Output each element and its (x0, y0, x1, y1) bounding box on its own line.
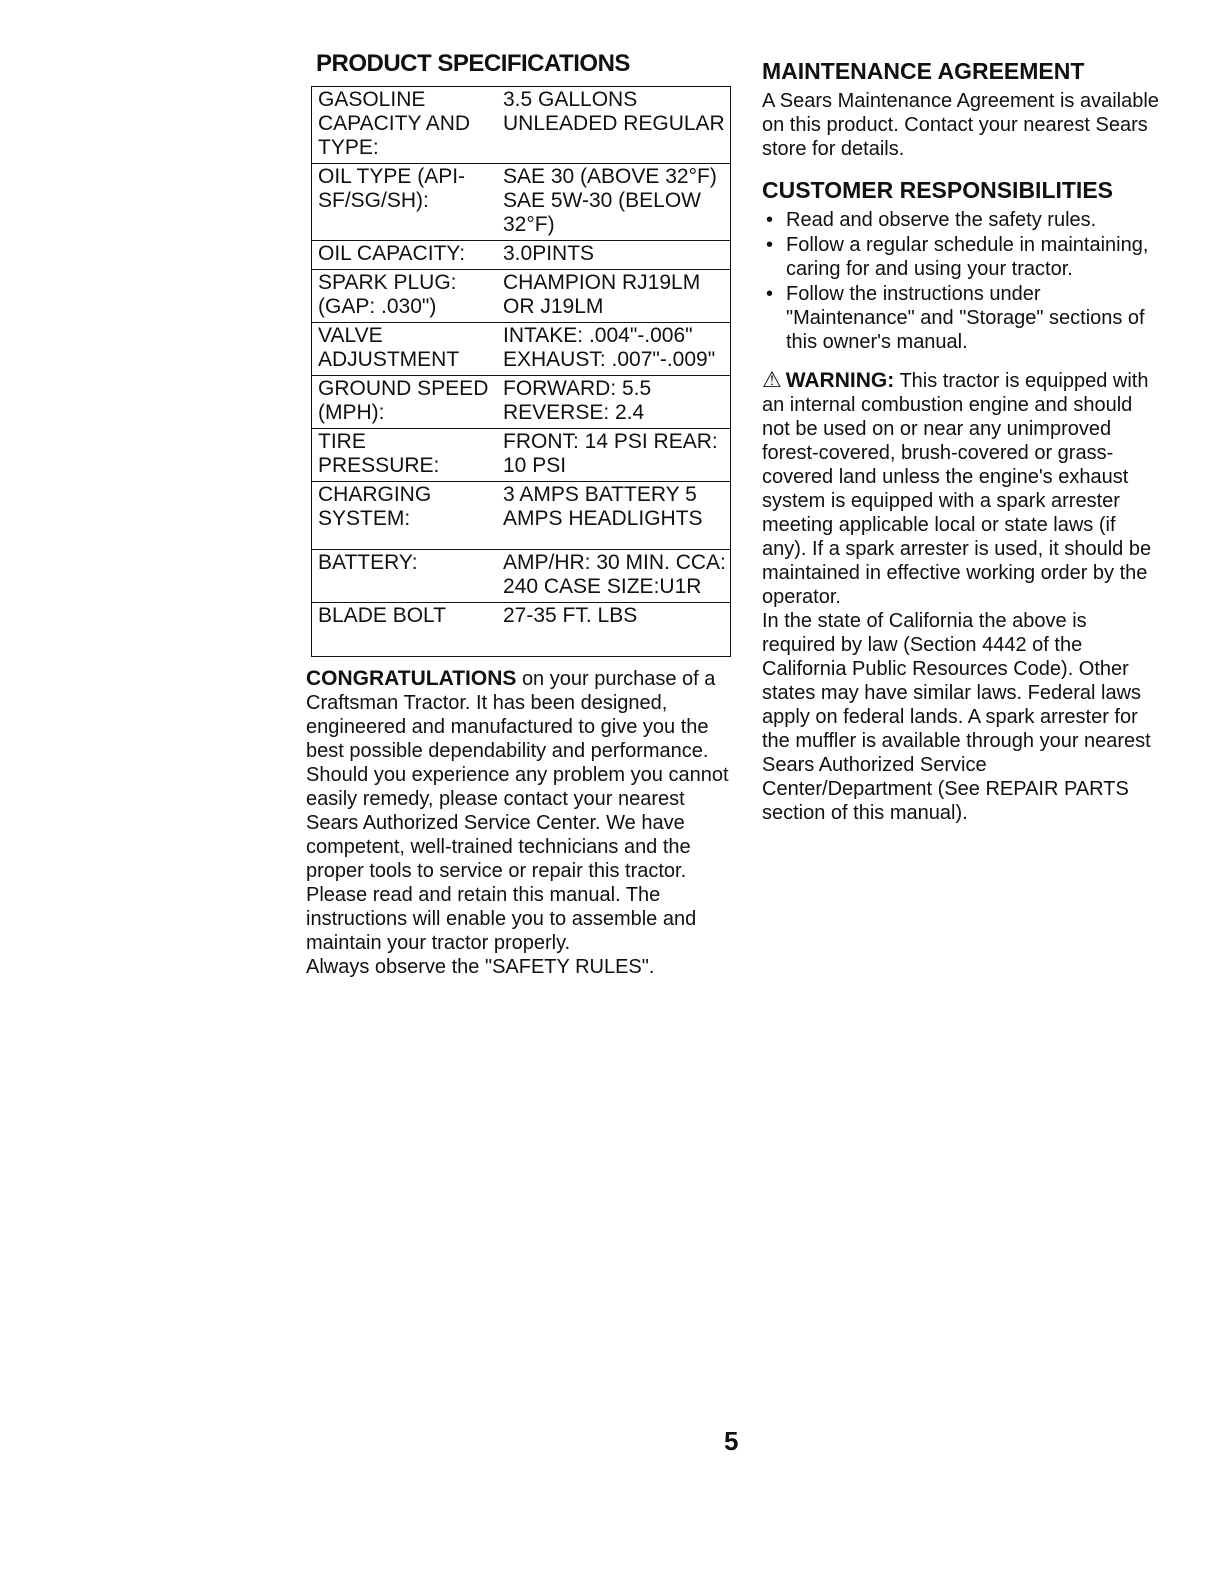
spec-row (312, 482, 731, 550)
page-number: 5 (724, 1426, 739, 1456)
spec-label: TIRE PRESSURE: (318, 430, 440, 477)
spec-value: 3.0PINTS (503, 242, 595, 265)
spec-value: 3 AMPS BATTERY 5 AMPS HEADLIGHTS (503, 483, 703, 530)
spec-value: 3.5 GALLONS UNLEADED REGULAR (503, 88, 725, 135)
spec-label: VALVE ADJUSTMENT (318, 324, 460, 371)
safety-rules-paragraph: Always observe the "SAFETY RULES". (306, 956, 655, 978)
spec-label: GROUND SPEED (MPH): (318, 377, 489, 424)
california-paragraph: In the state of California the above is required by law (Section 4442 of the California Public Resources Code). Other states may have similar laws. Federal laws apply on federal lands. A spark arrester for the muffler is available through your nearest Sears Authorized Service Center/Department (See REPAIR PARTS section of this manual). (762, 610, 1151, 824)
spec-row (312, 323, 731, 376)
spec-value: SAE 30 (ABOVE 32°F) SAE 5W-30 (BELOW 32°F) (503, 165, 717, 236)
maintenance-agreement-text: A Sears Maintenance Agreement is available on this product. Contact your nearest Sears store for details. (762, 90, 1159, 160)
spec-value: 27-35 FT. LBS (503, 604, 638, 627)
warning-paragraph (762, 368, 1162, 609)
left-column (306, 50, 736, 979)
spec-row (312, 270, 731, 323)
spec-value: CHAMPION RJ19LM OR J19LM (503, 271, 701, 318)
congrats-rest: on your purchase of a Craftsman Tractor. It has been designed, engineered and manufactured to give you the best possible dependability and performance. (306, 668, 716, 762)
customer-responsibilities-title: CUSTOMER RESPONSIBILITIES (762, 177, 1114, 203)
list-item: • Read and observe the safety rules. (762, 208, 1162, 232)
warning-text: This tractor is equipped with an internal combustion engine and should not be used on or near any unimproved forest-covered, brush-covered or grass-covered land unless the engine's exhaust system is equipped with a spark arrester meeting applicable local or state laws (if any). If a spark arrester is used, it should be maintained in effective working order by the operator. (762, 370, 1152, 608)
retain-manual-paragraph: Please read and retain this manual. The instructions will enable you to assemble and maintain your tractor properly. (306, 884, 697, 954)
spec-row (312, 550, 731, 603)
list-item: • Follow the instructions under "Maintenance" and "Storage" sections of this owner's manual. (762, 282, 1162, 354)
specs-table (311, 86, 731, 657)
spec-value: FORWARD: 5.5 REVERSE: 2.4 (503, 377, 652, 424)
spec-value: INTAKE: .004"-.006" EXHAUST: .007"-.009" (503, 324, 716, 371)
spec-label: CHARGING SYSTEM: (318, 483, 432, 530)
spec-row (312, 241, 731, 270)
warning-block (762, 368, 1162, 825)
spec-label: BATTERY: (318, 551, 418, 574)
spec-row (312, 429, 731, 482)
spec-label: OIL CAPACITY: (318, 242, 466, 265)
spec-value: FRONT: 14 PSI REAR: 10 PSI (503, 430, 718, 477)
product-specs-title: PRODUCT SPECIFICATIONS (316, 50, 630, 77)
congrats-lead: CONGRATULATIONS (306, 667, 517, 690)
congrats-paragraph (306, 667, 736, 763)
spec-label: OIL TYPE (API-SF/SG/SH): (318, 165, 466, 212)
spec-row (312, 376, 731, 429)
warning-label: WARNING: (785, 369, 895, 392)
spec-value: AMP/HR: 30 MIN. CCA: 240 CASE SIZE:U1R (503, 551, 726, 598)
support-paragraph: Should you experience any problem you cannot easily remedy, please contact your nearest Sears Authorized Service Center. We have competent, well-trained technicians and the proper tools to service or repair this tractor. (306, 764, 729, 882)
congratulations-text (306, 667, 736, 979)
spec-label: BLADE BOLT (318, 604, 446, 627)
right-column (762, 58, 1162, 825)
spec-label: SPARK PLUG: (GAP: .030") (318, 271, 457, 318)
warning-triangle-icon: ⚠ (762, 367, 782, 392)
maintenance-agreement-title: MAINTENANCE AGREEMENT (762, 58, 1085, 84)
responsibilities-list (762, 208, 1162, 354)
list-item: • Follow a regular schedule in maintaining, caring for and using your tractor. (762, 233, 1162, 281)
spec-row (312, 87, 731, 164)
spec-row (312, 164, 731, 241)
spec-label: GASOLINE CAPACITY AND TYPE: (318, 88, 471, 159)
spec-row (312, 603, 731, 657)
